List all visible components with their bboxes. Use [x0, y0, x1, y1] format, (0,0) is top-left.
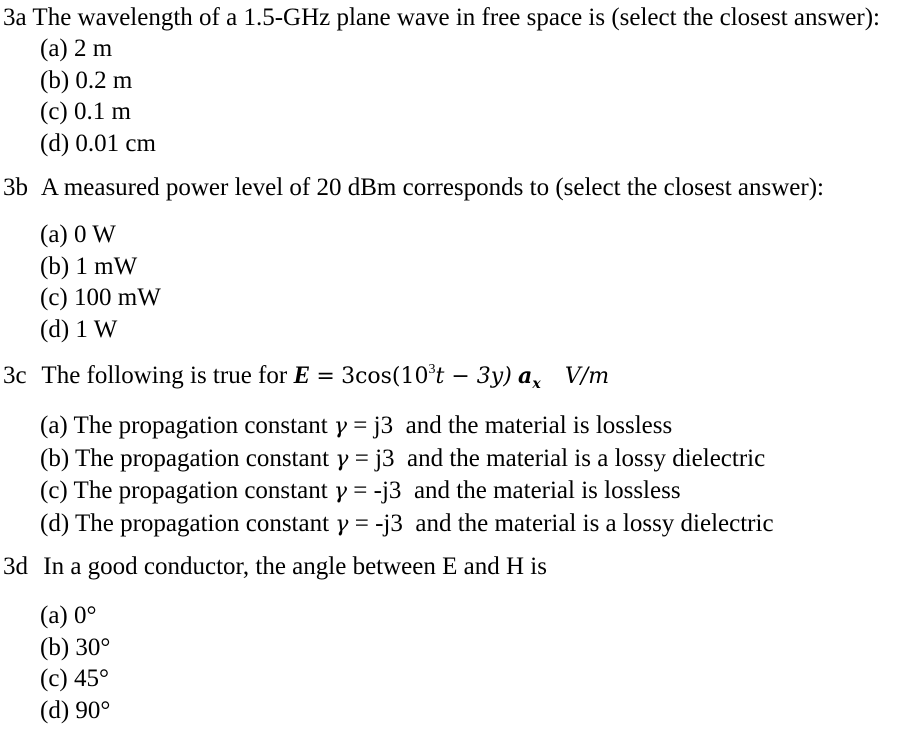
option-b: (b) 0.2 m [40, 66, 133, 94]
option-d: (d) 90° [40, 696, 111, 724]
question-number: 3a [3, 4, 27, 31]
option-b: (b) The propagation constant γ = j3 and the material is a lossy dielectric [40, 444, 766, 472]
question-3b [0, 173, 824, 345]
question-text: The following is true for [41, 362, 288, 389]
gamma-symbol: γ [333, 414, 348, 439]
question-3c [0, 361, 774, 540]
unit-vector: $a_x$ [518, 363, 541, 392]
option-a: (a) 0 W [40, 221, 116, 248]
field-units: V/m [564, 364, 610, 389]
option-b: (b) 1 mW [40, 252, 138, 280]
e-field-symbol: E [293, 362, 311, 389]
option-a: (a) The propagation constant γ = j3 and the material is lossless [40, 412, 673, 439]
question-header [0, 552, 547, 582]
question-text: In a good conductor, the angle between E and H is [43, 553, 547, 580]
question-number: 3d [3, 553, 28, 580]
question-number: 3c [3, 362, 27, 389]
question-text: A measured power level of 20 dBm corresponds to (select the closest answer): [40, 174, 824, 201]
question-header [0, 173, 824, 203]
option-d: (d) 0.01 cm [40, 129, 156, 157]
question-number: 3b [3, 174, 28, 201]
gamma-symbol: γ [335, 446, 349, 472]
option-d: (d) 1 W [40, 315, 118, 343]
option-c: (c) The propagation constant γ = -j3 and the material is lossless [40, 477, 681, 504]
option-b: (b) 30° [40, 633, 111, 661]
option-c: (c) 45° [40, 665, 109, 692]
option-a: (a) 2 m [40, 35, 113, 62]
question-3a [0, 3, 880, 159]
option-c: (c) 0.1 m [40, 98, 131, 125]
field-equation: $E = 3\cos(10^3t - 3y)$ $a_x$ V/m [293, 362, 610, 392]
question-header [0, 361, 774, 392]
option-c: (c) 100 mW [40, 284, 161, 311]
option-a: (a) 0° [40, 602, 97, 629]
question-header [0, 3, 880, 33]
option-d: (d) The propagation constant γ = -j3 and the material is a lossy dielectric [40, 509, 774, 537]
gamma-symbol: γ [335, 511, 349, 537]
question-text: The wavelength of a 1.5-GHz plane wave in free space is (select the closest answer): [32, 4, 880, 31]
question-3d [0, 552, 547, 726]
gamma-symbol: γ [333, 479, 348, 504]
